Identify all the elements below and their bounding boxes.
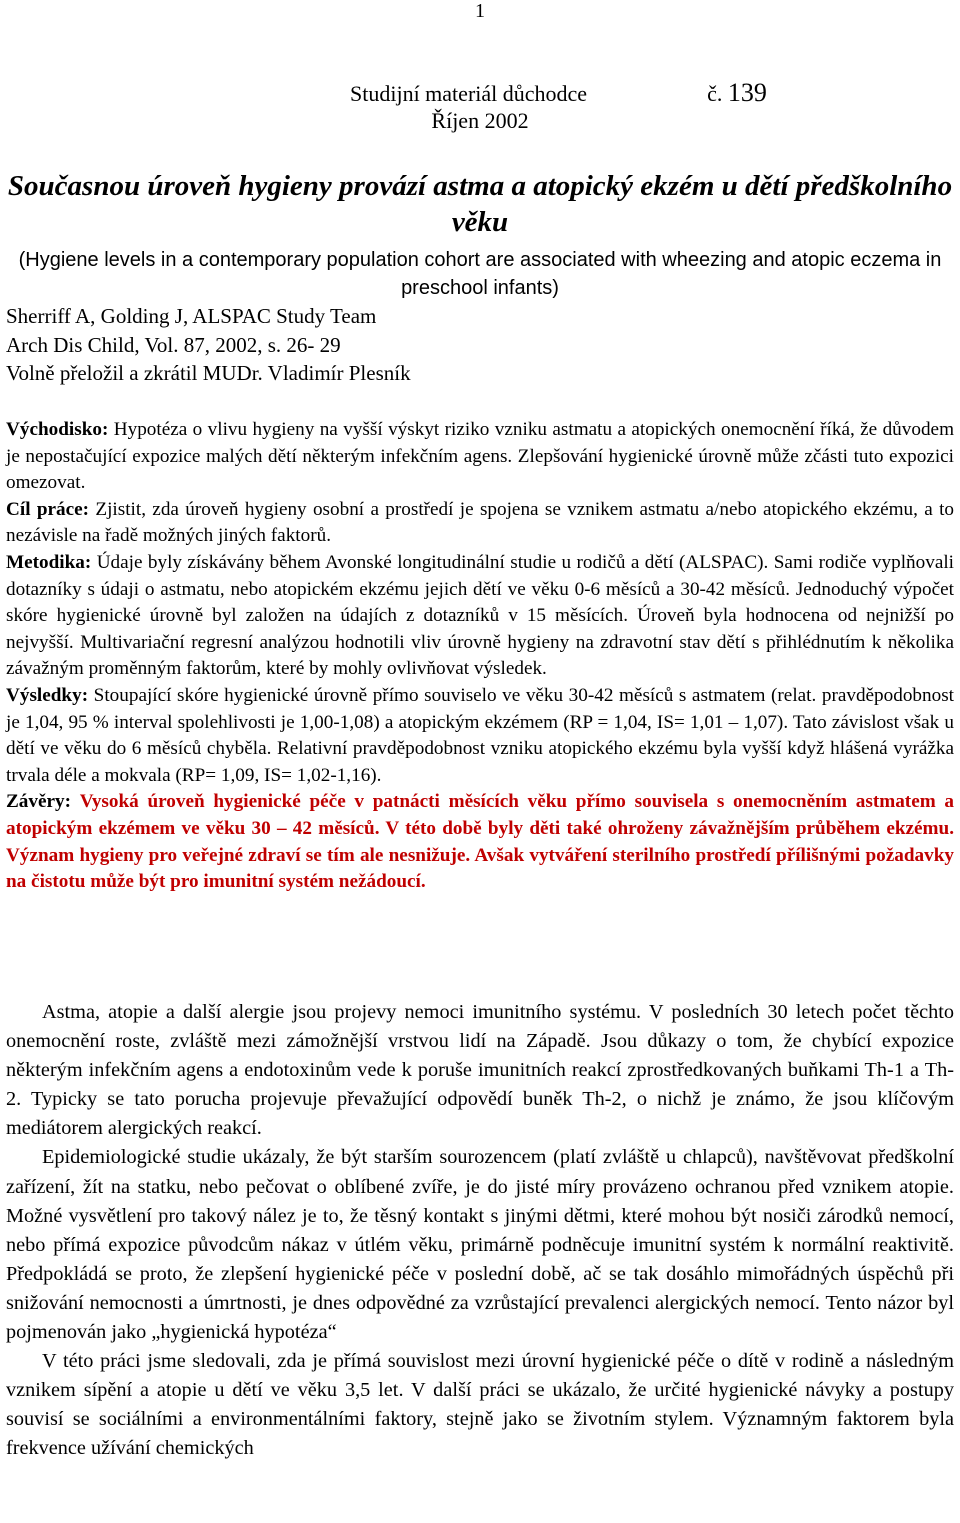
- document-header: [350, 78, 767, 108]
- article-meta: [6, 302, 411, 388]
- translator-note: Volně přeložil a zkrátil MUDr. Vladimír Plesník: [6, 361, 411, 385]
- body-paragraph-1: Astma, atopie a další alergie jsou projevy nemoci imunitního systému. V posledních 30 letech počet těchto onemocnění roste, zvláště mezi zámožnější vrstvou lidí na Západě. Jsou důkazy o tom, že chybící expozice některým infekčním agens a endotoxinům vede k poruše imunitních reakcí zprostředkovaných buňkami Th-1 a Th-2. Typicky se tato porucha projevuje převažující odpovědí buněk Th-2, o nichž je známo, že jsou klíčovým mediátorem alergických reakcí.: [6, 1001, 954, 1140]
- abstract: [6, 417, 954, 896]
- abstract-background: [6, 417, 954, 497]
- issue-number: 139: [727, 78, 767, 107]
- authors: Sherriff A, Golding J, ALSPAC Study Team: [6, 304, 377, 328]
- conclusions-label: Závěry:: [6, 791, 72, 813]
- methods-text: Údaje byly získávány během Avonské longitudinální studie u rodičů a dětí (ALSPAC). Sami rodiče vyplňovali dotazníky s údaji o astmatu, nebo atopickém ekzému jejich dětí ve věku 0-6 měsíců a 30-42 měsíců. Jednoduchý výpočet skóre hygienické úrovně byl založen na údajích z dotazníků v 15 měsících. Úroveň byla hodnocena od nejnižší po nejvyšší. Multivariační regresní analýzou hodnotili vliv úrovně hygieny na zdravotní stav dětí s přihlédnutím k několika závažným proměnným faktorům, které by mohly ovlivňovat výsledek.: [6, 551, 955, 680]
- abstract-aim: [6, 497, 954, 550]
- conclusions-text: Vysoká úroveň hygienické péče v patnácti měsících věku přímo souvisela s onemocněním astmatem a atopickým ekzémem ve věku 30 – 42 měsíců. V této době byly děti také ohroženy závažnějším průběhem ekzému. Význam hygieny pro veřejné zdraví se tím ale nesnižuje. Avšak vytváření sterilního prostředí přílišnými požadavky na čistotu může být pro imunitní systém nežádoucí.: [6, 791, 954, 893]
- results-text: Stoupající skóre hygienické úrovně přímo souviselo ve věku 30-42 měsíců s astmatem (relat. pravděpodobnost je 1,04, 95 % interval spolehlivosti je 1,00-1,08) a atopickým ekzémem (RP = 1,04, IS= 1,01 – 1,07). Tato závislost však u dětí ve věku do 6 měsíců chyběla. Relativní pravděpodobnost vzniku atopického ekzému byla vyšší když hlášená vyrážka trvala déle a mokvala (RP= 1,09, IS= 1,02-1,16).: [6, 684, 955, 786]
- original-title: (Hygiene levels in a contemporary population cohort are associated with wheezing and atopic eczema in preschool infants): [18, 249, 942, 299]
- body-paragraph-3: V této práci jsme sledovali, zda je přímá souvislost mezi úrovní hygienické péče o dítě v rodině a následným vznikem sípění a atopie u dětí ve věku 3,5 let. V další práci se ukázalo, že určité hygienické návyky a postupy souvisí se sociálními a environmentálními faktory, stejně jako se životním stylem. Významným faktorem byla frekvence užívání chemických: [6, 1350, 954, 1460]
- abstract-results: [6, 683, 954, 789]
- page-number: 1: [475, 0, 485, 22]
- body-paragraph-2: Epidemiologické studie ukázaly, že být starším sourozencem (platí zvláště u chlapců), navštěvovat předškolní zařízení, žít na statku, nebo pečovat o oblíbené zvíře, je do jisté míry provázeno ochranou před vznikem atopie. Možné vysvětlení pro takový nález je to, že těsný kontakt s jinými dětmi, které mohou být nosiči zárodků nemocí, nebo přímá expozice původcům nákaz v útlém věku, primárně podněcuje imunitní systém k normální reaktivitě. Předpokládá se proto, že zlepšení hygienické péče v poslední době, ač se tak dosáhlo mimořádných úspěchů při snižování nemocnosti a úmrtnosti, je dnes odpovědné za vzrůstající prevalenci alergických nemocí. Tento názor byl pojmenován jako „hygienická hypotéza“: [6, 1146, 954, 1344]
- abstract-methods: [6, 550, 954, 683]
- methods-label: Metodika:: [6, 551, 92, 573]
- results-label: Výsledky:: [6, 684, 89, 706]
- series-title: Studijní materiál důchodce: [350, 81, 588, 106]
- abstract-conclusions: [6, 789, 954, 895]
- issue-date: Říjen 2002: [431, 108, 529, 133]
- article-body: [6, 998, 954, 1464]
- article-title: Současnou úroveň hygieny provází astma a atopický ekzém u dětí předškolního věku: [7, 170, 953, 238]
- background-text: Hypotéza o vlivu hygieny na vyšší výskyt riziko vzniku astmatu a atopických onemocnění říká, že důvodem je nepostačující expozice malých dětí některým infekčním agens. Zlepšování hygienické úrovně může zčásti tuto expozici omezovat.: [6, 419, 955, 494]
- issue-prefix: č.: [707, 81, 723, 106]
- aim-text: Zjistit, zda úroveň hygieny osobní a prostředí je spojena se vznikem astmatu a/nebo atopického ekzému, a to nezávisle na řadě možných jiných faktorů.: [6, 498, 954, 547]
- background-label: Východisko:: [6, 419, 109, 440]
- aim-label: Cíl práce:: [6, 498, 90, 520]
- journal-citation: Arch Dis Child, Vol. 87, 2002, s. 26- 29: [6, 332, 341, 357]
